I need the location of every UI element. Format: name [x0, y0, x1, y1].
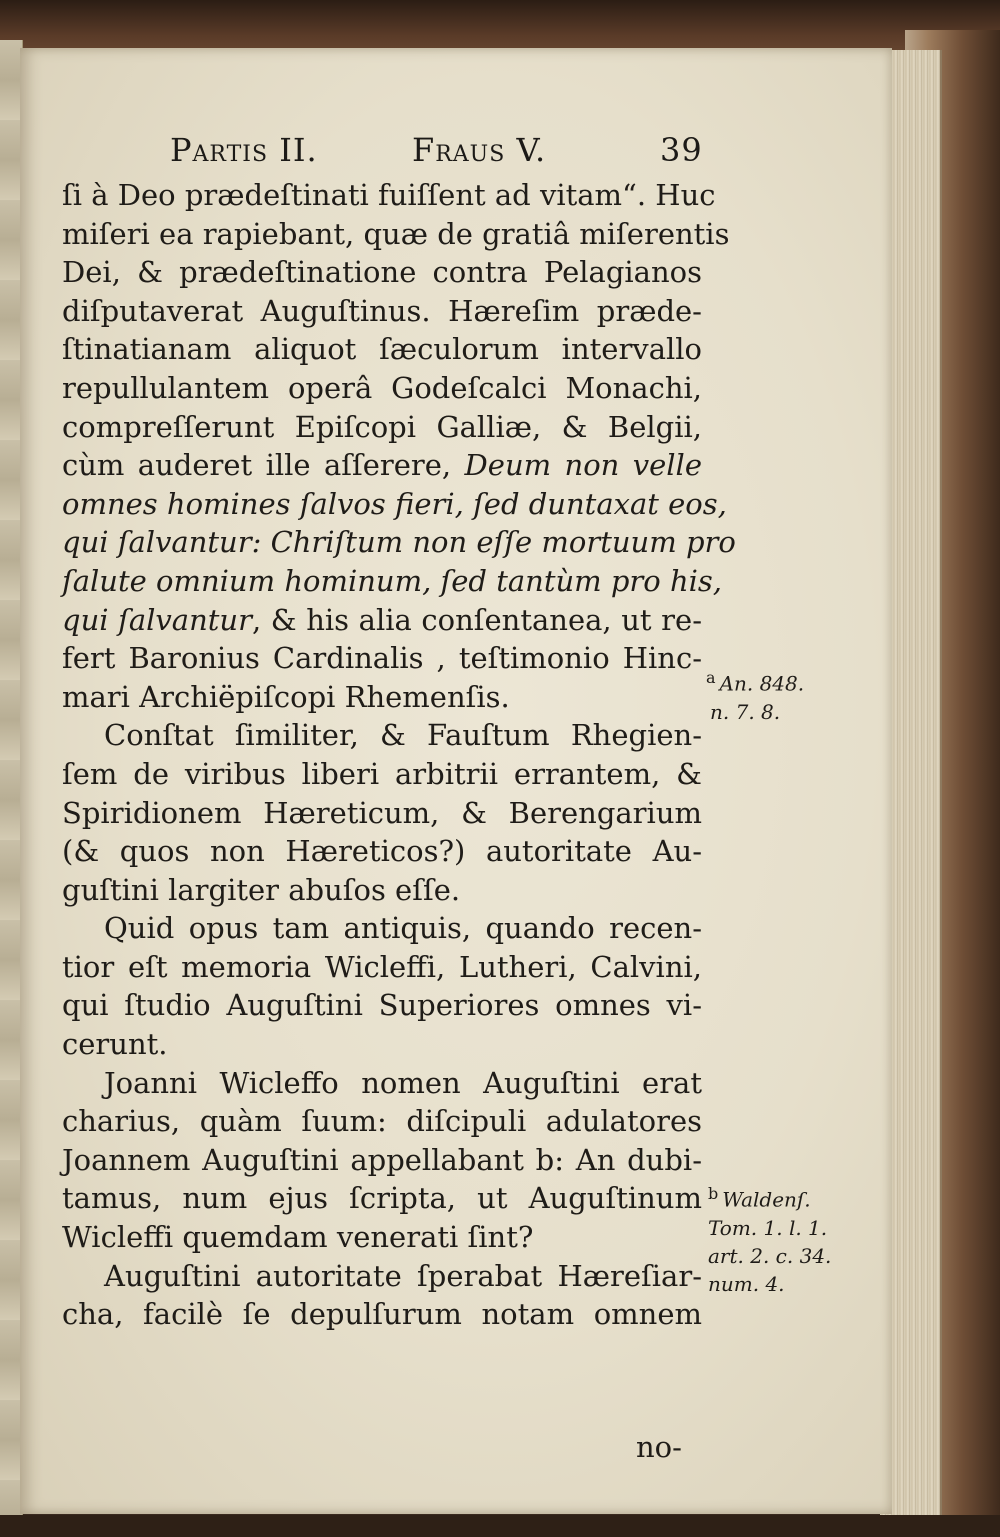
text-line: Conſtat ſimiliter, & Fauſtum Rhegien-: [104, 718, 702, 753]
running-head: [170, 128, 703, 172]
catchword: no-: [636, 1430, 682, 1464]
text-line: ſalute omnium hominum, ſed tantùm pro his,: [62, 563, 723, 598]
book-bottom: [0, 1515, 1000, 1537]
margin-note-b-line1: Waldenſ.: [722, 1187, 811, 1212]
text-line: fert Baronius Cardinalis , teſtimonio Hinc-: [62, 641, 702, 676]
text-line: compreſſerunt Epiſcopi Galliæ, & Belgii,: [62, 409, 702, 444]
text-line: ſi à Deo prædeſtinati fuiſſent ad vitam“. Huc: [62, 178, 716, 212]
text-line: Auguſtini autoritate ſperabat Hæreſiar-: [104, 1258, 702, 1293]
text-line: cùm auderet ille aſſerere, Deum non velle: [62, 448, 702, 483]
margin-note-b-line4: num. 4.: [708, 1271, 785, 1296]
text-line: mari Archiëpiſcopi Rhemenſis.: [62, 679, 510, 714]
text-line: Spiridionem Hæreticum, & Berengarium: [62, 795, 702, 830]
running-head-part: Partis II.: [170, 131, 318, 169]
body-text: [62, 176, 736, 1334]
text-line: Joannem Auguſtini appellabant b: An dubi-: [62, 1142, 702, 1177]
page-number: 39: [660, 131, 703, 169]
text-line: ſtinatianam aliquot ſæculorum intervallo: [62, 332, 702, 367]
margin-note-b-line3: art. 2. c. 34.: [708, 1243, 832, 1268]
text-line: qui ſalvantur, & his alia conſentanea, ut re-: [62, 602, 703, 637]
margin-note-a-line2: n. 7. 8.: [710, 699, 781, 724]
margin-note-b-marker: b: [708, 1184, 719, 1203]
running-head-fraus: Fraus V.: [412, 131, 547, 169]
margin-note-a-line1: An. 848.: [719, 671, 805, 696]
text-line: miſeri ea rapiebant, quæ de gratiâ miſerentis: [62, 216, 730, 251]
text-line: charius, quàm ſuum: diſcipuli adulatores: [62, 1104, 702, 1139]
text-line: cerunt.: [62, 1027, 168, 1062]
text-line: qui ſtudio Auguſtini Superiores omnes vi-: [62, 988, 702, 1023]
text-line: diſputaverat Auguſtinus. Hæreſim præde-: [62, 293, 702, 328]
text-line: repullulantem operâ Godeſcalci Monachi,: [62, 370, 702, 405]
text-line: omnes homines ſalvos fieri, ſed duntaxat eos,: [62, 486, 727, 521]
text-line: Joanni Wicleffo nomen Auguſtini erat: [104, 1065, 702, 1100]
text-line: tior eſt memoria Wicleffi, Lutheri, Calvini,: [62, 949, 702, 984]
text-line: guſtini largiter abuſos eſſe.: [62, 872, 461, 907]
text-line: Dei, & prædeſtinatione contra Pelagianos: [62, 255, 702, 290]
text-line: Quid opus tam antiquis, quando recen-: [104, 911, 702, 946]
text-line: tamus, num ejus ſcripta, ut Auguſtinum: [62, 1181, 702, 1216]
margin-note-b: [708, 1180, 831, 1298]
margin-note-a-marker: a: [706, 668, 716, 687]
margin-note-b-line2: Tom. 1. l. 1.: [708, 1215, 828, 1240]
margin-note-a: [706, 664, 804, 726]
text-line: cha, facilè ſe depulſurum notam omnem: [62, 1297, 702, 1332]
text-line: qui ſalvantur: Chriſtum non eſſe mortuum pro: [62, 525, 736, 560]
text-line: ſem de viribus liberi arbitrii errantem, &: [62, 756, 702, 791]
text-line: Wicleffi quemdam venerati ſint?: [62, 1220, 534, 1255]
text-line: (& quos non Hæreticos?) autoritate Au-: [62, 834, 702, 869]
